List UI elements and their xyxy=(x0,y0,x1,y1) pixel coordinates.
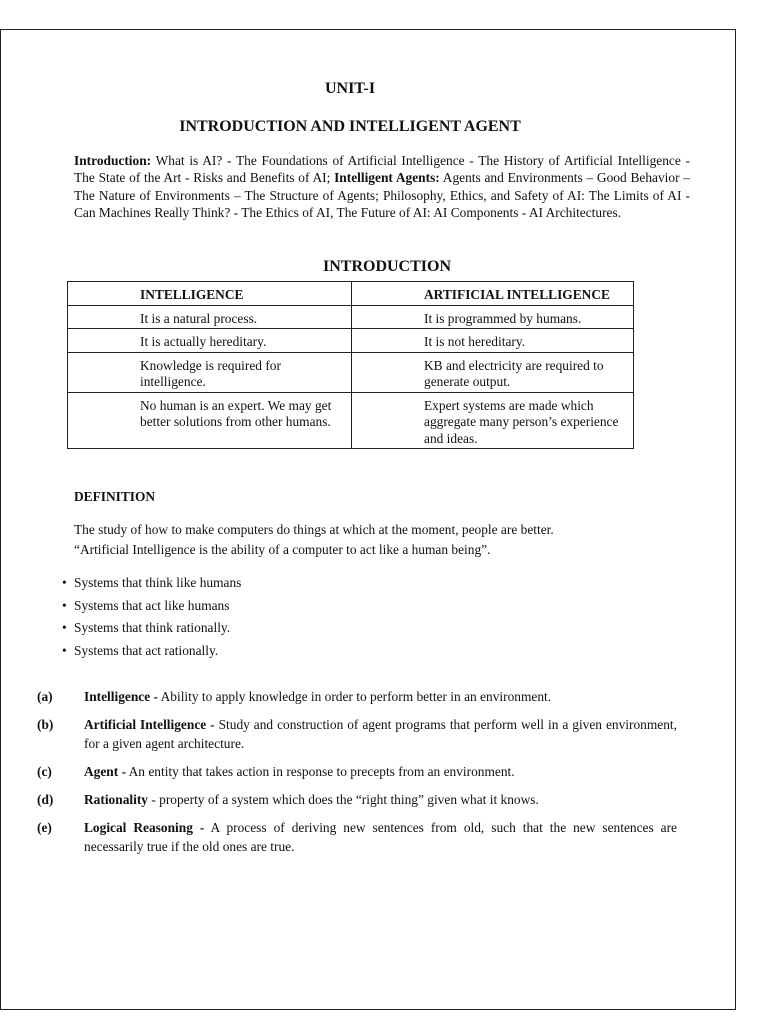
document-page xyxy=(0,29,736,1010)
term-item xyxy=(37,790,677,809)
term-item xyxy=(37,818,677,856)
table-row xyxy=(68,329,634,353)
list-item: • Systems that act like humans xyxy=(62,595,241,618)
term-name: Intelligence - xyxy=(84,689,159,704)
table-cell: It is a natural process. xyxy=(68,305,352,329)
table-header-row xyxy=(68,282,634,306)
definition-line: The study of how to make computers do things at which at the moment, people are better. xyxy=(74,522,554,537)
list-item: • Systems that act rationally. xyxy=(62,640,241,663)
definition-text xyxy=(74,520,694,560)
intelligent-agents-label: Intelligent Agents: xyxy=(334,170,440,186)
bullet-icon: • xyxy=(62,597,67,613)
term-item xyxy=(37,687,677,706)
bullet-icon: • xyxy=(62,620,67,635)
table-row xyxy=(68,392,634,449)
table-header-cell: INTELLIGENCE xyxy=(68,282,352,306)
table-cell: It is not hereditary. xyxy=(352,329,634,353)
term-label: (d) xyxy=(37,792,54,807)
table-cell: Knowledge is required for intelligence. xyxy=(68,352,352,392)
page-title: INTRODUCTION AND INTELLIGENT AGENT xyxy=(179,118,521,135)
intro-topics: What is AI? - The Foundations of Artificial Intelligence - The History of Artificial Intelligence - The State of the Art - Risks and Benefits of AI; xyxy=(74,153,690,186)
table-cell: No human is an expert. We may get better solutions from other humans. xyxy=(68,392,352,449)
term-name: Artificial Intelligence - xyxy=(84,717,215,732)
table-cell: It is programmed by humans. xyxy=(352,305,634,329)
intro-paragraph xyxy=(74,152,690,221)
definition-heading: DEFINITION xyxy=(74,489,156,504)
term-text: - property of a system which does the “right thing” given what it knows. xyxy=(147,792,539,807)
term-label: (c) xyxy=(37,764,52,779)
table-cell: KB and electricity are required to generate output. xyxy=(352,352,634,392)
table-header-cell: ARTIFICIAL INTELLIGENCE xyxy=(352,282,634,306)
term-label: (a) xyxy=(37,689,53,704)
terms-list xyxy=(37,687,677,865)
unit-label: UNIT-I xyxy=(324,80,376,97)
table-cell: It is actually hereditary. xyxy=(68,329,352,353)
term-name: Agent - xyxy=(84,764,127,779)
definition-quote: “Artificial Intelligence is the ability of a computer to act like a human being”. xyxy=(74,542,491,557)
list-item: • Systems that think like humans xyxy=(62,572,241,595)
table-row xyxy=(68,305,634,329)
term-text: An entity that takes action in response to precepts from an environment. xyxy=(126,764,515,779)
table-cell: Expert systems are made which aggregate many person’s experience and ideas. xyxy=(352,392,634,449)
bullet-icon: • xyxy=(62,642,67,658)
term-text: Study and construction of agent programs that perform well in a given environment, for a given agent architecture. xyxy=(84,717,677,751)
intro-label: Introduction: xyxy=(74,153,152,168)
term-text: A process of deriving new sentences from old, such that the new sentences are necessarily true if the old ones are true. xyxy=(84,820,678,854)
intelligent-agents-topics: Agents and Environments – Good Behavior – The Nature of Environments – The Structure of Agents; Philosophy, Ethics, and Safety of AI: The Limits of AI - Can Machines Really Think? - The Ethics of AI, The Future of AI: AI Components - AI Architectures. xyxy=(74,170,690,220)
term-label: (b) xyxy=(37,717,54,732)
bullet-icon: • xyxy=(62,575,67,590)
term-label: (e) xyxy=(37,820,52,835)
comparison-table xyxy=(67,281,634,449)
table-row xyxy=(68,352,634,392)
term-text: Ability to apply knowledge in order to perform better in an environment. xyxy=(158,689,552,704)
term-name: Logical Reasoning - xyxy=(84,820,205,835)
term-name: Rationality xyxy=(84,792,148,807)
bullet-list xyxy=(62,572,241,662)
term-item xyxy=(37,762,677,781)
term-item xyxy=(37,715,677,753)
introduction-heading: INTRODUCTION xyxy=(322,258,451,275)
list-item: • Systems that think rationally. xyxy=(62,617,241,640)
